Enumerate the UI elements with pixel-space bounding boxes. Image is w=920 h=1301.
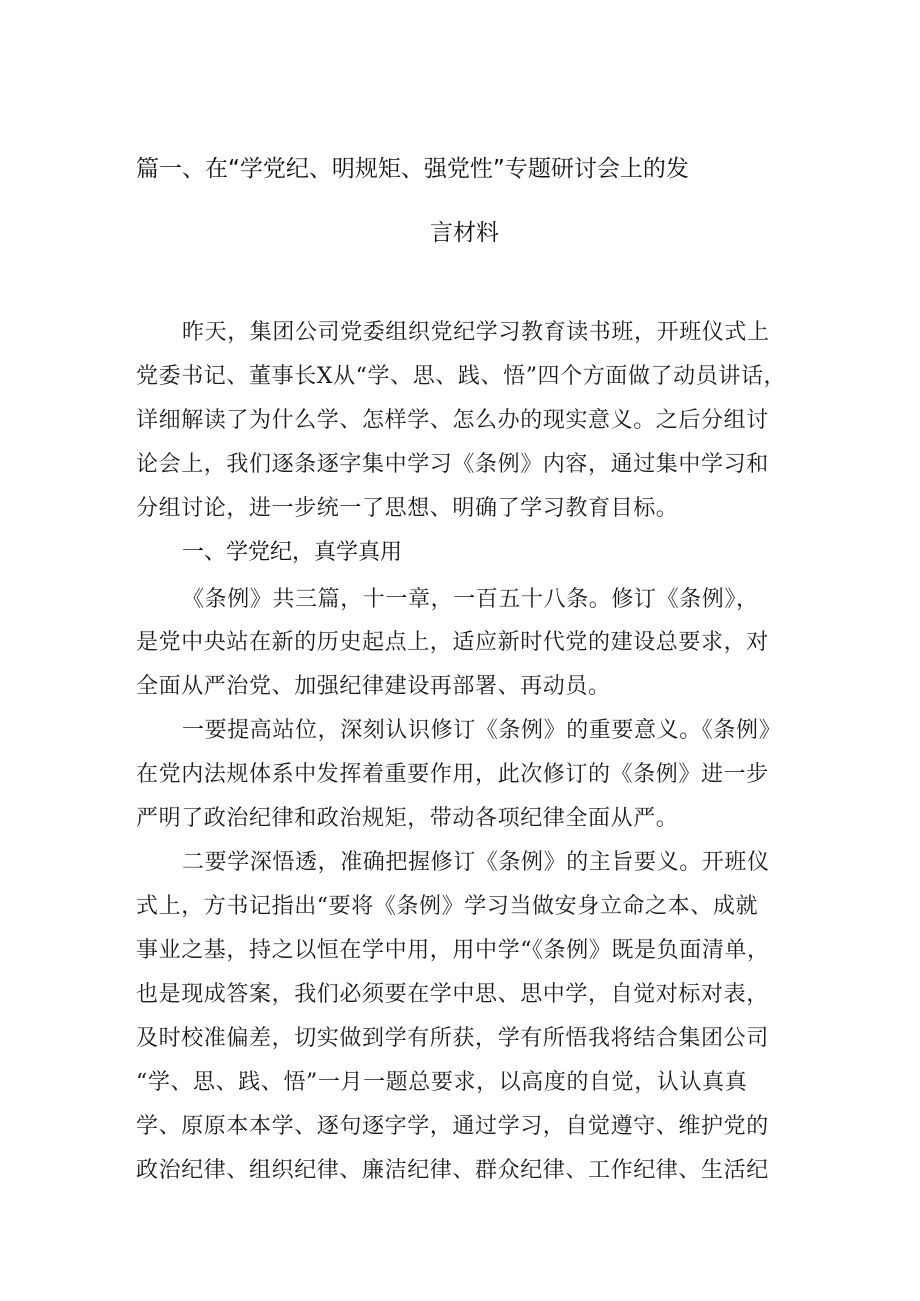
document-title-line-2: 言材料 <box>430 220 499 246</box>
paragraph-4-line-3: 事业之基，持之以恒在学中用，用中学“《条例》既是负面清单， <box>136 938 770 963</box>
paragraph-2-line-2: 是党中央站在新的历史起点上，适应新时代党的建设总要求，对 <box>136 630 769 655</box>
paragraph-4-line-2: 式上，方书记指出“要将《条例》学习当做安身立命之本、成就 <box>136 894 759 919</box>
paragraph-1-line-4: 论会上，我们逐条逐字集中学习《条例》内容，通过集中学习和 <box>136 452 769 477</box>
paragraph-2-line-1: 《条例》共三篇，十一章，一百五十八条。修订《条例》， <box>182 587 759 612</box>
section-1-heading: 一、学党纪，真学真用 <box>182 540 403 565</box>
paragraph-4-line-7: 学、原原本本学、逐句逐字学，通过学习，自觉遵守、维护党的 <box>136 1114 769 1139</box>
paragraph-4-line-4: 也是现成答案，我们必须要在学中思、思中学，自觉对标对表， <box>136 982 769 1007</box>
paragraph-4-line-1: 二要学深悟透，准确把握修订《条例》的主旨要义。开班仪 <box>182 850 770 875</box>
paragraph-4-line-6: “学、思、践、悟”一月一题总要求，以高度的自觉，认认真真 <box>136 1070 748 1095</box>
paragraph-3-line-3: 严明了政治纪律和政治规矩，带动各项纪律全面从严。 <box>136 806 679 831</box>
paragraph-1-line-5: 分组讨论，进一步统一了思想、明确了学习教育目标。 <box>136 496 679 521</box>
paragraph-1-line-2: 党委书记、董事长X从“学、思、践、悟”四个方面做了动员讲话， <box>136 364 787 389</box>
paragraph-2-line-3: 全面从严治党、加强纪律建设再部署、再动员。 <box>136 674 611 699</box>
paragraph-3-line-2: 在党内法规体系中发挥着重要作用，此次修订的《条例》进一步 <box>136 762 769 787</box>
paragraph-4-line-5: 及时校准偏差，切实做到学有所获，学有所悟我将结合集团公司 <box>136 1026 769 1051</box>
paragraph-1-line-1: 昨天，集团公司党委组织党纪学习教育读书班，开班仪式上 <box>182 320 770 345</box>
paragraph-1-line-3: 详细解读了为什么学、怎样学、怎么办的现实意义。之后分组讨 <box>136 408 769 433</box>
document-title-line-1: 篇一、在“学党纪、明规矩、强党性”专题研讨会上的发 <box>136 156 689 182</box>
paragraph-3-line-1: 一要提高站位，深刻认识修订《条例》的重要意义。《条例》 <box>182 718 782 743</box>
paragraph-4-line-8: 政治纪律、组织纪律、廉洁纪律、群众纪律、工作纪律、生活纪 <box>136 1158 769 1183</box>
